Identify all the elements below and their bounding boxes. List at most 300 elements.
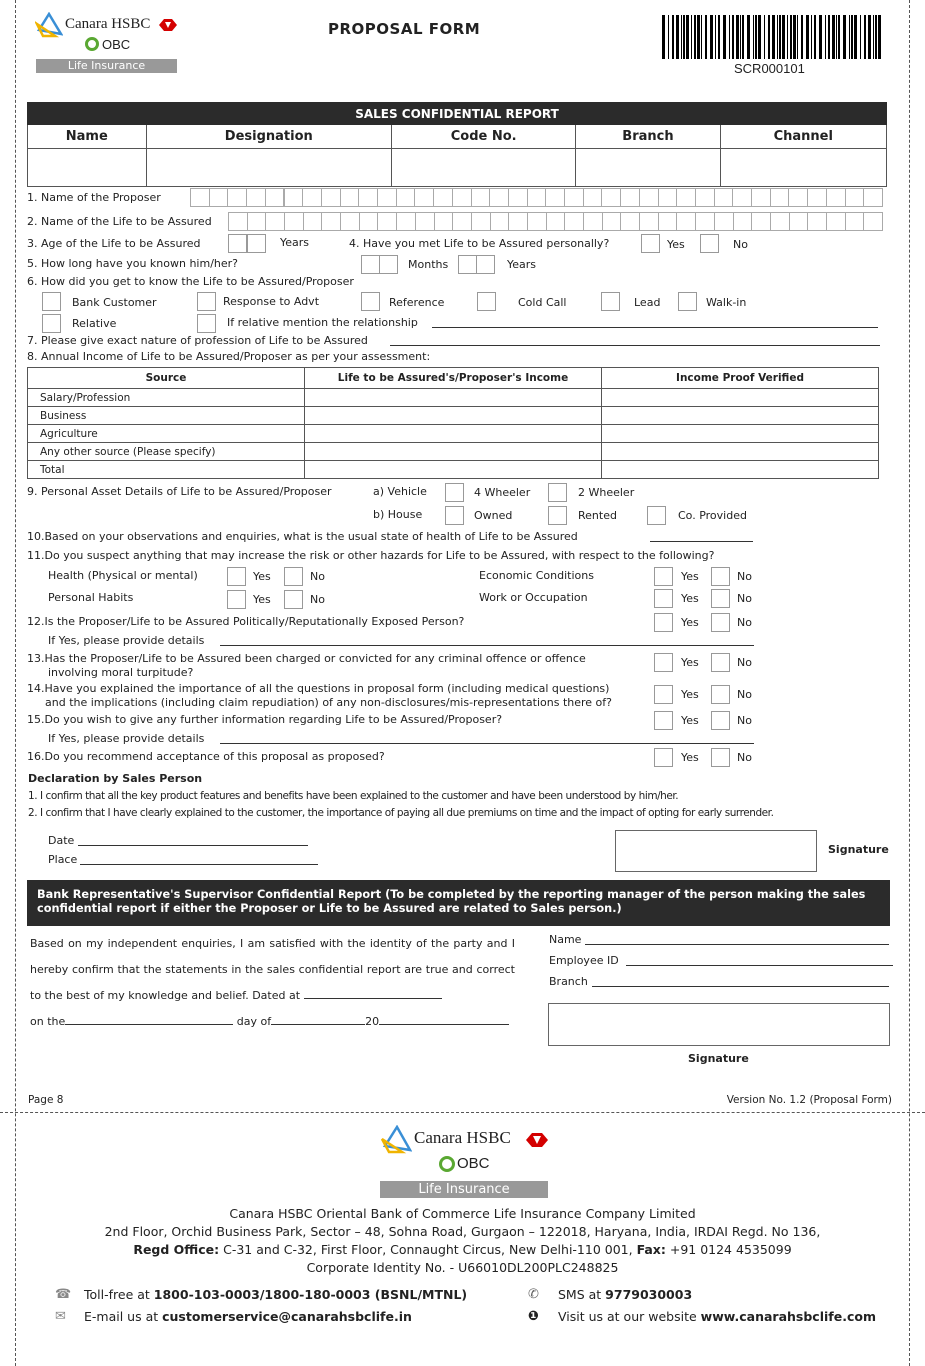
char-box[interactable] [209,188,229,207]
q15-yes-checkbox[interactable] [654,711,673,730]
cold-call-label: Cold Call [518,296,567,309]
q4-no-checkbox[interactable] [700,234,719,253]
char-box[interactable] [732,188,752,207]
q2-label: 2. Name of the Life to be Assured [27,215,212,228]
barcode-bar [701,15,702,59]
barcode-bar [793,15,796,59]
on-the-label: on the [30,1015,66,1028]
occupation-no-label: No [737,592,752,605]
barcode-bar [864,15,866,59]
col-code: Code No. [391,125,575,149]
sms-label: SMS at [558,1287,606,1302]
info-icon: ❶ [528,1309,540,1324]
char-box[interactable] [788,188,808,207]
agriculture-income-field[interactable] [305,425,602,443]
q16-no-label: No [737,751,752,764]
char-box[interactable] [658,212,678,231]
rented-label: Rented [578,509,617,522]
char-box[interactable] [284,188,304,207]
char-box[interactable] [227,188,247,207]
hsbc-hexagon-icon [159,19,177,31]
footer-regd [0,1241,925,1259]
barcode-bar [843,15,846,59]
char-box[interactable] [601,188,621,207]
q10-label: 10.Based on your observations and enquiries, what is the usual state of health of Life to be Assured [27,530,578,543]
barcode-bar [801,15,803,59]
char-box[interactable] [527,212,547,231]
char-box[interactable] [302,188,322,207]
logo-brand: Canara HSBC [65,16,151,32]
table-row [28,443,879,461]
char-box[interactable] [826,188,846,207]
barcode-bar [755,15,757,59]
q15-details-label: If Yes, please provide details [48,732,205,745]
barcode-bar [797,15,798,59]
employee-id-line[interactable] [626,965,893,966]
char-box[interactable] [359,212,379,231]
table-row [28,461,879,479]
barcode-bar [868,15,871,59]
q15-no-label: No [737,714,752,727]
footer-cin: Corporate Identity No. - U66010DL200PLC248825 [306,1260,619,1275]
website [558,1310,876,1324]
q4-no-label: No [733,238,748,251]
char-box[interactable] [583,188,603,207]
barcode-bar [777,15,778,59]
char-box[interactable] [807,188,827,207]
hsbc-hexagon-icon [526,1133,548,1147]
place-line[interactable] [80,864,318,865]
barcode-bar [787,15,788,59]
col-source: Source [28,368,305,389]
health-label: Health (Physical or mental) [48,569,198,582]
economic-yes-checkbox[interactable] [654,567,673,586]
email [84,1310,412,1324]
mail-icon: ✉ [55,1309,66,1324]
q6-label: 6. How did you get to know the Life to be Assured/Proposer [27,275,354,288]
supervisor-branch-line[interactable] [592,986,889,987]
char-box[interactable] [676,188,696,207]
col-income: Life to be Assured's/Proposer's Income [305,368,602,389]
char-box[interactable] [826,212,846,231]
barcode-bar [672,15,674,59]
char-box[interactable] [733,212,753,231]
sales-report-table [27,102,887,187]
q14-yes-label: Yes [681,688,699,701]
habits-no-label: No [310,593,325,606]
char-box[interactable] [489,188,509,207]
barcode-bar [697,15,700,59]
q9-label: 9. Personal Asset Details of Life to be Assured/Proposer [27,485,332,498]
sales-signature-label: Signature [828,843,889,856]
q15-label: 15.Do you wish to give any further information regarding Life to be Assured/Proposer? [27,713,503,726]
char-box[interactable] [265,212,285,231]
q14-yes-checkbox[interactable] [654,685,673,704]
char-box[interactable] [396,212,416,231]
months-box-2[interactable] [379,255,398,274]
rented-checkbox[interactable] [548,506,567,525]
row-other: Any other source (Please specify) [28,443,305,461]
page-title: PROPOSAL FORM [328,20,481,38]
barcode-bar [758,15,761,59]
sales-signature-box[interactable] [615,830,817,872]
profession-line[interactable] [390,345,880,346]
char-box[interactable] [527,188,547,207]
supervisor-signature-label: Signature [688,1052,749,1065]
char-box[interactable] [770,188,790,207]
relationship-line[interactable] [432,327,878,328]
email-link[interactable]: customerservice@canarahsbclife.in [162,1309,412,1324]
page-number: Page 8 [28,1094,64,1106]
char-box[interactable] [377,212,397,231]
response-advt-label: Response to Advt [223,295,320,308]
char-box[interactable] [340,188,360,207]
habits-yes-checkbox[interactable] [227,590,246,609]
q16-no-checkbox[interactable] [711,748,730,767]
barcode-bar [779,15,781,59]
q12-details-line[interactable] [220,645,754,646]
barcode-bar [878,15,881,59]
year-prefix: 20 [365,1015,380,1028]
footer-address: 2nd Floor, Orchid Business Park, Sector – 48, Sohna Road, Gurgaon – 122018, Haryana, India, IRDAI Regd. No 136, [104,1224,821,1239]
char-box[interactable] [695,188,715,207]
q15-yes-label: Yes [681,714,699,727]
2-wheeler-checkbox[interactable] [548,483,567,502]
barcode-bar [764,15,765,59]
declaration-title: Declaration by Sales Person [28,772,203,785]
row-business: Business [28,407,305,425]
char-box[interactable] [714,188,734,207]
employee-id-label: Employee ID [549,954,619,967]
barcode-bar [851,15,853,59]
economic-no-label: No [737,570,752,583]
q13-no-checkbox[interactable] [711,653,730,672]
statement-text: Based on my independent enquiries, I am satisfied with the identity of the party and I hereby confirm that the statements in the sales confidential report are true and correct to the best of my knowledge and belief. Dated at [30,937,515,1002]
occupation-yes-label: Yes [681,592,699,605]
fax-number: +91 0124 4535099 [665,1242,792,1257]
years-label-2: Years [507,258,537,271]
q15-no-checkbox[interactable] [711,711,730,730]
char-box[interactable] [415,212,435,231]
4-wheeler-label: 4 Wheeler [474,486,531,499]
supervisor-statement [30,931,515,1009]
obc-icon [439,1156,455,1172]
age-box-1[interactable] [228,234,247,253]
name-field[interactable] [28,149,147,187]
total-proof-field[interactable] [602,461,879,479]
q13-label-2: involving moral turpitude? [48,666,194,679]
row-agriculture: Agriculture [28,425,305,443]
char-box[interactable] [676,212,696,231]
barcode-bar [873,15,874,59]
relationship-checkbox[interactable] [197,314,216,333]
barcode-bar [849,15,850,59]
relative-checkbox[interactable] [42,314,61,333]
designation-field[interactable] [146,149,391,187]
year-line[interactable] [379,1015,509,1025]
q4-yes-label: Yes [667,238,685,251]
business-proof-field[interactable] [602,407,879,425]
char-box[interactable] [620,212,640,231]
owned-checkbox[interactable] [445,506,464,525]
barcode-bar [710,15,713,59]
char-box[interactable] [714,212,734,231]
char-box[interactable] [546,212,566,231]
lead-checkbox[interactable] [601,292,620,311]
char-box[interactable] [508,212,528,231]
q4-label: 4. Have you met Life to be Assured personally? [349,237,610,250]
email-label: E-mail us at [84,1309,163,1324]
char-box[interactable] [564,212,584,231]
branch-field[interactable] [576,149,720,187]
char-box[interactable] [751,212,771,231]
4-wheeler-checkbox[interactable] [445,483,464,502]
barcode-bar [854,15,857,59]
char-box[interactable] [490,212,510,231]
footer-logo [380,1125,548,1199]
col-proof: Income Proof Verified [602,368,879,389]
char-box[interactable] [247,212,267,231]
occupation-no-checkbox[interactable] [711,589,730,608]
occupation-yes-checkbox[interactable] [654,589,673,608]
date-label: Date [48,834,75,847]
lead-label: Lead [634,296,661,309]
q12-no-label: No [737,616,752,629]
char-box[interactable] [321,212,341,231]
char-box[interactable] [564,188,584,207]
char-box[interactable] [434,212,454,231]
health-no-label: No [310,570,325,583]
char-box[interactable] [639,188,659,207]
supervisor-signature-box[interactable] [548,1003,890,1046]
barcode-bar [875,15,877,59]
footer-logo-obc: OBC [457,1155,490,1172]
sms-number: 9779030003 [605,1287,693,1302]
char-box[interactable] [789,212,809,231]
char-box[interactable] [620,188,640,207]
char-box[interactable] [471,188,491,207]
q13-label-1: 13.Has the Proposer/Life to be Assured been charged or convicted for any criminal offence or offence [27,652,586,665]
q13-yes-checkbox[interactable] [654,653,673,672]
co-provided-checkbox[interactable] [647,506,666,525]
years-label: Years [280,236,310,249]
barcode-bar [715,15,716,59]
logo-obc: OBC [102,37,131,52]
supervisor-name-line[interactable] [585,944,889,945]
char-box[interactable] [863,212,883,231]
char-box[interactable] [845,212,865,231]
date-line[interactable] [78,845,308,846]
health-state-line[interactable] [650,541,753,542]
barcode-bar [860,15,861,59]
char-box[interactable] [340,212,360,231]
table-row [28,407,879,425]
day-line[interactable] [65,1015,233,1025]
regd-text: C-31 and C-32, First Floor, Connaught Circus, New Delhi-110 001, [219,1242,637,1257]
char-box[interactable] [396,188,416,207]
char-box[interactable] [770,212,790,231]
health-no-checkbox[interactable] [284,567,303,586]
char-box[interactable] [751,188,771,207]
habits-no-checkbox[interactable] [284,590,303,609]
logo-tagline-bar: Life Insurance [36,59,177,73]
q12-no-checkbox[interactable] [711,613,730,632]
supervisor-branch-label: Branch [549,975,588,988]
salary-proof-field[interactable] [602,389,879,407]
char-box[interactable] [414,188,434,207]
bank-customer-checkbox[interactable] [42,292,61,311]
report-title: SALES CONFIDENTIAL REPORT [28,103,887,125]
sms [558,1288,692,1302]
q12-label: 12.Is the Proposer/Life to be Assured Politically/Reputationally Exposed Person? [27,615,465,628]
economic-no-checkbox[interactable] [711,567,730,586]
char-box[interactable] [228,212,248,231]
mobile-icon: ✆ [528,1287,539,1302]
char-box[interactable] [303,212,323,231]
age-box-2[interactable] [247,234,266,253]
char-box[interactable] [695,212,715,231]
barcode-bar [691,15,692,59]
barcode [662,15,884,59]
2-wheeler-label: 2 Wheeler [578,486,635,499]
char-box[interactable] [639,212,659,231]
version-number: Version No. 1.2 (Proposal Form) [726,1094,892,1106]
char-box[interactable] [284,212,304,231]
char-box[interactable] [358,188,378,207]
relationship-label: If relative mention the relationship [227,316,418,329]
barcode-bar [768,15,770,59]
char-box[interactable] [190,188,210,207]
q12-yes-checkbox[interactable] [654,613,673,632]
char-box[interactable] [246,188,266,207]
table-row [28,425,879,443]
q13-no-label: No [737,656,752,669]
q3-label: 3. Age of the Life to be Assured [27,237,201,250]
q8-label: 8. Annual Income of Life to be Assured/Proposer as per your assessment: [27,350,431,363]
barcode-bar [736,15,739,59]
month-line[interactable] [271,1015,365,1025]
walk-in-checkbox[interactable] [678,292,697,311]
occupation-label: Work or Occupation [479,591,588,604]
char-box[interactable] [452,212,472,231]
supervisor-name-label: Name [549,933,582,946]
char-box[interactable] [321,188,341,207]
agriculture-proof-field[interactable] [602,425,879,443]
barcode-bar [836,15,837,59]
owned-label: Owned [474,509,513,522]
barcode-bar [705,15,707,59]
salary-income-field[interactable] [305,389,602,407]
date-row [30,1015,509,1029]
vehicle-label: a) Vehicle [373,485,427,498]
economic-label: Economic Conditions [479,569,594,582]
table-row [28,389,879,407]
obc-icon [85,37,99,51]
q16-yes-checkbox[interactable] [654,748,673,767]
char-box[interactable] [807,212,827,231]
barcode-bar [819,15,822,59]
co-provided-label: Co. Provided [678,509,747,522]
economic-yes-label: Yes [681,570,699,583]
barcode-bar [825,15,826,59]
q12-details-label: If Yes, please provide details [48,634,205,647]
declaration-item-2: 2. I confirm that I have clearly explained to the customer, the importance of paying all due premiums on time and the impact of opting for early surrender. [28,807,774,819]
place-label: Place [48,853,78,866]
q11-label: 11.Do you suspect anything that may increase the risk or other hazards for Life to be Assured, with respect to the following? [27,549,715,562]
dated-at-line[interactable] [304,989,442,999]
website-link[interactable]: www.canarahsbclife.com [700,1309,876,1324]
cut-line-left [15,0,16,1366]
response-advt-checkbox[interactable] [197,292,216,311]
reference-checkbox[interactable] [361,292,380,311]
business-income-field[interactable] [305,407,602,425]
total-income-field[interactable] [305,461,602,479]
barcode-bar [772,15,775,59]
channel-field[interactable] [720,149,886,187]
website-label: Visit us at our website [558,1309,701,1324]
q4-yes-checkbox[interactable] [641,234,660,253]
barcode-bar [742,15,744,59]
barcode-bar [723,15,726,59]
char-box[interactable] [433,188,453,207]
q15-details-line[interactable] [220,743,754,744]
cold-call-checkbox[interactable] [477,292,496,311]
barcode-bar [729,15,730,59]
barcode-number: SCR000101 [734,61,805,76]
day-of-label: day of [236,1015,272,1028]
barcode-bar [832,15,835,59]
tollfree-label: Toll-free at [84,1287,154,1302]
health-yes-label: Yes [253,570,271,583]
char-box[interactable] [602,212,622,231]
years-box-1[interactable] [458,255,477,274]
barcode-bar [686,15,689,59]
months-box-1[interactable] [361,255,380,274]
other-proof-field[interactable] [602,443,879,461]
other-income-field[interactable] [305,443,602,461]
barcode-bar [668,15,669,59]
char-box[interactable] [845,188,865,207]
footer-company: Canara HSBC Oriental Bank of Commerce Life Insurance Company Limited [229,1206,696,1221]
q13-yes-label: Yes [681,656,699,669]
char-box[interactable] [545,188,565,207]
q14-no-checkbox[interactable] [711,685,730,704]
row-salary: Salary/Profession [28,389,305,407]
supervisor-report-title: Bank Representative's Supervisor Confidential Report (To be completed by the reporting manager of the person making the sales confidential report if either the Proposer or Life to be Assured are related to Sales person.) [27,880,890,926]
code-field[interactable] [391,149,575,187]
char-box[interactable] [452,188,472,207]
company-logo [35,12,178,74]
char-box[interactable] [471,212,491,231]
char-box[interactable] [508,188,528,207]
q14-label-1: 14.Have you explained the importance of all the questions in proposal form (including medical questions) [27,682,610,695]
q14-no-label: No [737,688,752,701]
char-box[interactable] [863,188,883,207]
regd-label: Regd Office: [133,1242,220,1257]
char-box[interactable] [265,188,285,207]
habits-label: Personal Habits [48,591,134,604]
phone-icon: ☎ [55,1287,72,1302]
years-box-2[interactable] [476,255,495,274]
char-box[interactable] [658,188,678,207]
char-box[interactable] [377,188,397,207]
health-yes-checkbox[interactable] [227,567,246,586]
barcode-bar [718,15,720,59]
char-box[interactable] [583,212,603,231]
cut-line-horizontal [0,1112,925,1113]
barcode-bar [662,15,665,59]
barcode-bar [782,15,785,59]
